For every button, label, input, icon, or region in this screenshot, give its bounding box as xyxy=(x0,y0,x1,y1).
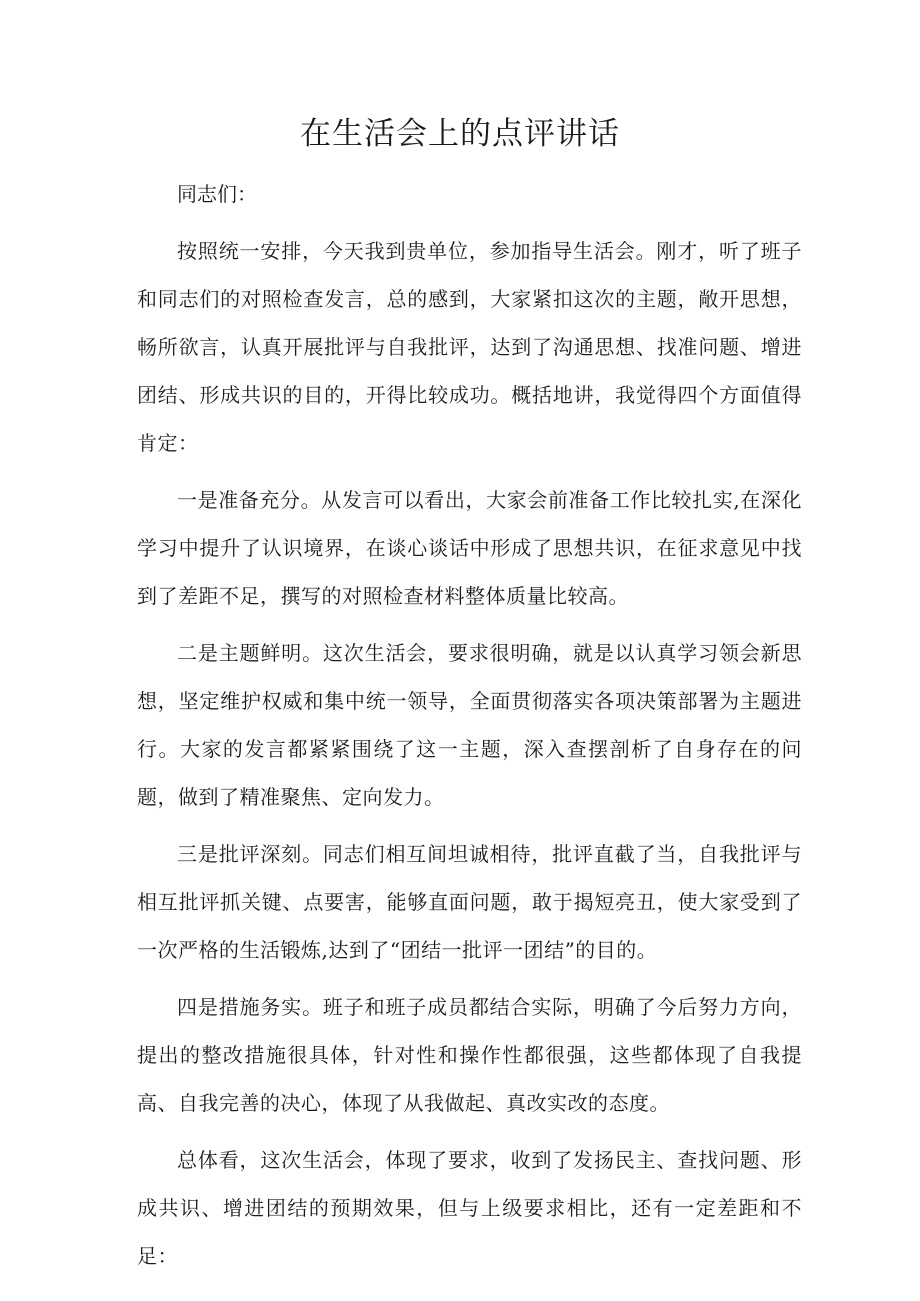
document-body xyxy=(137,170,802,1289)
paragraph-point-one: 一是准备充分。从发言可以看出，大家会前准备工作比较扎实,在深化学习中提升了认识境界，在谈心谈话中形成了思想共识，在征求意见中找到了差距不足，撰写的对照检查材料整体质量比较高。 xyxy=(137,488,802,608)
paragraph-point-four: 四是措施务实。班子和班子成员都结合实际，明确了今后努力方向，提出的整改措施很具体，针对性和操作性都很强，这些都体现了自我提高、自我完善的决心，体现了从我做起、真改实改的态度。 xyxy=(137,995,802,1115)
greeting: 同志们： xyxy=(177,182,257,206)
document-title: 在生活会上的点评讲话 xyxy=(300,116,620,152)
paragraph-point-two: 二是主题鲜明。这次生活会，要求很明确，就是以认真学习领会新思想，坚定维护权威和集中统一领导，全面贯彻落实各项决策部署为主题进行。大家的发言都紧紧围绕了这一主题，深入查摆剖析了自身存在的问题，做到了精准聚焦、定向发力。 xyxy=(137,641,802,809)
paragraph-summary: 总体看，这次生活会，体现了要求，收到了发扬民主、查找问题、形成共识、增进团结的预期效果，但与上级要求相比，还有一定差距和不足： xyxy=(137,1148,802,1268)
paragraph-intro: 按照统一安排，今天我到贵单位，参加指导生活会。刚才，听了班子和同志们的对照检查发言，总的感到，大家紧扣这次的主题，敞开思想，畅所欲言，认真开展批评与自我批评，达到了沟通思想、找准问题、增进团结、形成共识的目的，开得比较成功。概括地讲，我觉得四个方面值得肯定： xyxy=(137,239,802,455)
paragraph-point-three: 三是批评深刻。同志们相互间坦诚相待，批评直截了当，自我批评与相互批评抓关键、点要害，能够直面问题，敢于揭短亮丑，使大家受到了一次严格的生活锻炼,达到了“团结一批评一团结”的目的。 xyxy=(137,842,802,962)
